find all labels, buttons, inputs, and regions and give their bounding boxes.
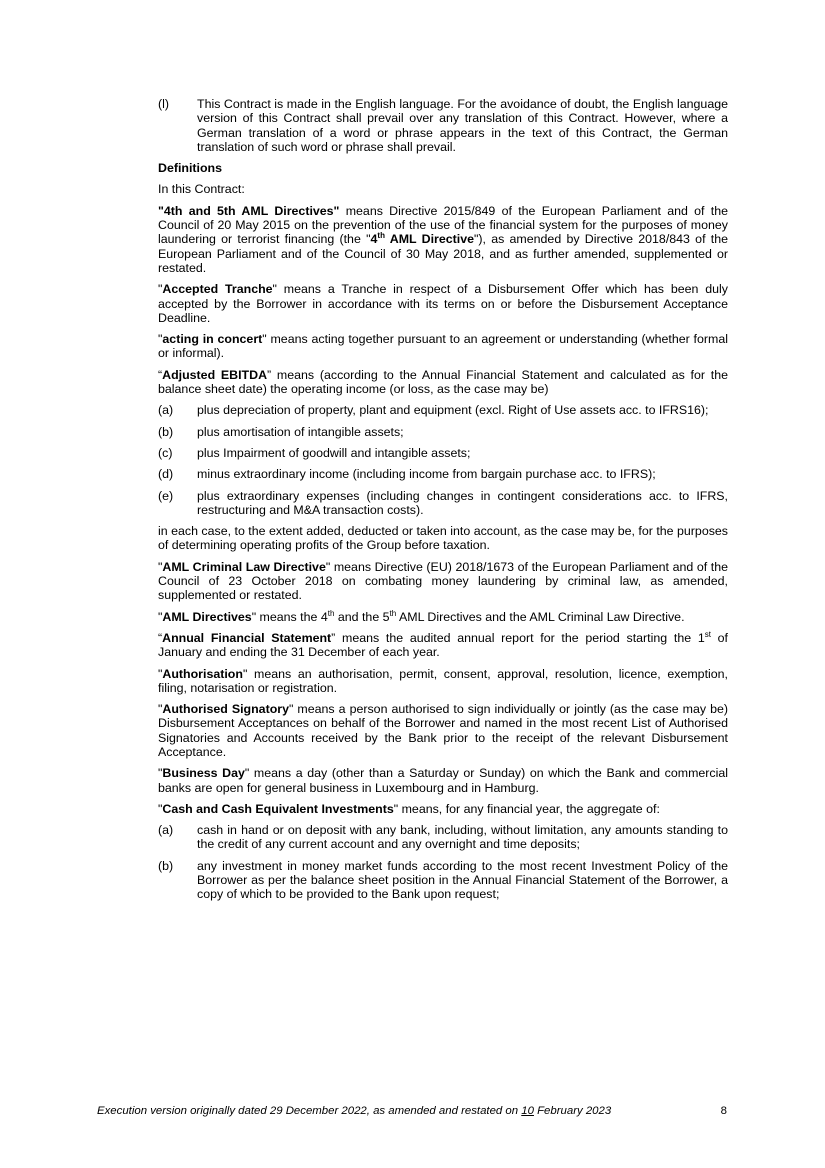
list-item: (c) plus Impairment of goodwill and intangible assets; bbox=[158, 445, 471, 460]
term-adjusted-ebitda: Adjusted EBITDA bbox=[162, 367, 268, 382]
term-accepted-tranche: Accepted Tranche bbox=[162, 282, 273, 297]
definition-cash: "Cash and Cash Equivalent Investments" means, for any financial year, the aggregate of: bbox=[158, 801, 660, 816]
clause-l bbox=[158, 97, 728, 154]
definition-authorised-signatory: "Authorised Signatory" means a person authorised to sign individually or jointly (as the case may be) Disbursement Acceptances on behalf of the Borrower and named in the most recent List of Authorised Signatories and Accounts received by the Bank prior to the receipt of the relevant Disbursement Acceptance. bbox=[158, 702, 728, 759]
list-item: (a) plus depreciation of property, plant and equipment (excl. Right of Use assets acc. to IFRS16); bbox=[158, 403, 709, 418]
definition-business-day: "Business Day" means a day (other than a Saturday or Sunday) on which the Bank and commercial banks are open for general business in Luxembourg and in Hamburg. bbox=[158, 766, 728, 795]
list-item: (d) minus extraordinary income (including income from bargain purchase acc. to IFRS); bbox=[158, 467, 656, 482]
document-body bbox=[158, 97, 728, 909]
term-acting-in-concert: acting in concert bbox=[162, 332, 263, 347]
definition-acting-in-concert: "acting in concert" means acting together pursuant to an agreement or understanding (whether formal or informal). bbox=[158, 332, 728, 361]
term-annual-fs: Annual Financial Statement bbox=[162, 630, 332, 645]
definition-annual-fs: “Annual Financial Statement” means the audited annual report for the period starting the 1st of January and ending the 31 December of each year. bbox=[158, 629, 729, 660]
term-business-day: Business Day bbox=[162, 766, 245, 781]
footer-text: Execution version originally dated 29 December 2022, as amended and restated on 10 February 2023 bbox=[97, 1105, 612, 1117]
term-aml-criminal: AML Criminal Law Directive bbox=[162, 559, 326, 574]
definition-aml-criminal: "AML Criminal Law Directive" means Directive (EU) 2018/1673 of the European Parliament and of the Council of 23 October 2018 on combating money laundering by criminal law, as amended, supplemented or restated. bbox=[158, 559, 728, 603]
definition-authorisation: "Authorisation" means an authorisation, permit, consent, approval, resolution, licence, exemption, filing, notarisation or registration. bbox=[158, 666, 728, 695]
term-aml-4-5: "4th and 5th AML Directives" bbox=[158, 203, 340, 218]
section-heading: Definitions bbox=[158, 161, 223, 176]
list-item: (e) plus extraordinary expenses (including changes in contingent considerations acc. to IFRS, restructuring and M&A transaction costs). bbox=[158, 488, 728, 517]
definition-aml-4-5: "4th and 5th AML Directives" means Directive 2015/849 of the European Parliament and of the Council of 20 May 2015 on the prevention of the use of the financial system for the purposes of money laundering or terrorist financing (the "4th AML Directive"), as amended by Directive 2018/843 of the European Parliament and of the Council of 30 May 2018, and as further amended, supplemented or restated. bbox=[158, 203, 728, 275]
term-authorisation: Authorisation bbox=[162, 666, 243, 681]
inner-term: 4th AML Directive bbox=[370, 231, 474, 247]
definitions-intro: In this Contract: bbox=[158, 182, 245, 197]
list-item: (b) any investment in money market funds according to the most recent Investment Policy of the Borrower as per the balance sheet position in the Annual Financial Statement of the Borrower, a copy of which to be provided to the Bank upon request; bbox=[158, 858, 728, 902]
term-aml-directives: AML Directives bbox=[162, 609, 252, 624]
term-authorised-signatory: Authorised Signatory bbox=[162, 702, 289, 717]
ebitda-closing: in each case, to the extent added, deducted or taken into account, as the case may be, for the purposes of determining operating profits of the Group before taxation. bbox=[158, 524, 728, 553]
term-cash: Cash and Cash Equivalent Investments bbox=[162, 801, 394, 816]
list-item: (a) cash in hand or on deposit with any bank, including, without limitation, any amounts standing to the credit of any current account and any overnight and time deposits; bbox=[158, 823, 728, 852]
clause-label: (l) bbox=[158, 97, 170, 111]
definition-aml-directives: "AML Directives" means the 4th and the 5th AML Directives and the AML Criminal Law Directive. bbox=[158, 608, 685, 624]
page-footer bbox=[97, 1105, 727, 1117]
definition-accepted-tranche: "Accepted Tranche" means a Tranche in respect of a Disbursement Offer which has been duly accepted by the Borrower in accordance with its terms on or before the Disbursement Acceptance Deadline. bbox=[158, 282, 728, 325]
list-item: (b) plus amortisation of intangible assets; bbox=[158, 424, 404, 439]
page-number: 8 bbox=[720, 1105, 727, 1117]
definition-adjusted-ebitda: “Adjusted EBITDA” means (according to the Annual Financial Statement and calculated as for the balance sheet date) the operating income (or loss, as the case may be) bbox=[158, 367, 728, 397]
clause-text: This Contract is made in the English language. For the avoidance of doubt, the English language version of this Contract shall prevail over any translation of this Contract. However, where a German translation of a word or phrase appears in the text of this Contract, the German translation of such word or phrase shall prevail. bbox=[197, 97, 728, 154]
